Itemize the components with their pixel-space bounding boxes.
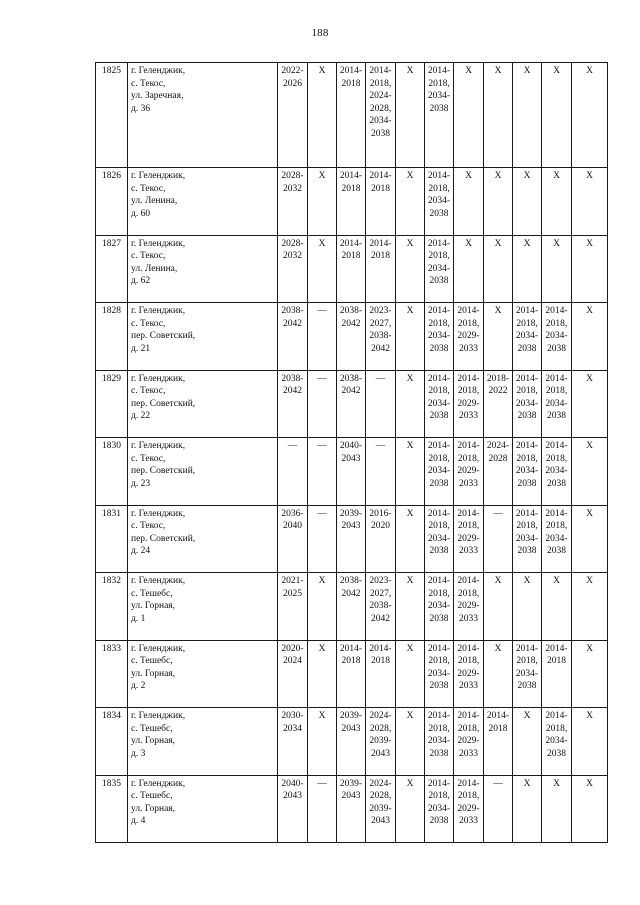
address-line: с. Текос, [131,386,166,397]
table-row [96,775,608,843]
period-cell: Х [396,708,425,776]
period-cell: Х [454,168,484,236]
row-number-cell: 1830 [96,438,128,506]
period-cell: Х [454,235,484,303]
period-cell: Х [572,640,608,708]
period-cell: — [366,438,396,506]
period-cell: 2014- 2018, 2024- 2028, 2034- 2038 [366,63,396,168]
period-cell: 2014- 2018 [366,235,396,303]
period-cell: 2040- 2043 [278,775,308,843]
period-cell: 2014- 2018 [366,640,396,708]
row-number-cell: 1827 [96,235,128,303]
address-cell [128,168,278,236]
row-number-cell: 1833 [96,640,128,708]
address-line: с. Текос, [131,453,166,464]
address-line: г. Геленджик, [131,373,186,384]
period-cell: 2014- 2018, 2034- 2038 [425,573,454,641]
address-line: д. 4 [131,816,146,827]
period-cell: 2014- 2018, 2034- 2038 [425,63,454,168]
row-number-cell: 1826 [96,168,128,236]
row-number-cell: 1828 [96,303,128,371]
period-cell: 2014- 2018 [366,168,396,236]
address-line: д. 36 [131,103,151,114]
row-number-cell: 1834 [96,708,128,776]
period-cell: 2014- 2018 [337,235,366,303]
period-cell: Х [484,63,513,168]
address-line: д. 21 [131,343,151,354]
period-cell: Х [542,573,572,641]
schedule-table-body [96,63,608,843]
address-line: ул. Горная, [131,668,176,679]
period-cell: 2024- 2028 [484,438,513,506]
period-cell: 2014- 2018, 2034- 2038 [425,775,454,843]
period-cell: Х [572,370,608,438]
period-cell: Х [308,235,337,303]
address-cell [128,63,278,168]
table-row [96,438,608,506]
address-cell [128,640,278,708]
address-line: ул. Ленина, [131,196,178,207]
address-line: с. Текос, [131,78,166,89]
table-row [96,63,608,168]
period-cell: Х [572,438,608,506]
period-cell: 2014- 2018, 2034- 2038 [425,505,454,573]
row-number-cell: 1831 [96,505,128,573]
period-cell: 2024- 2028, 2039- 2043 [366,775,396,843]
period-cell: 2023- 2027, 2038- 2042 [366,573,396,641]
schedule-table [95,62,608,843]
address-line: с. Текос, [131,251,166,262]
period-cell: 2014- 2018 [484,708,513,776]
period-cell: Х [396,573,425,641]
period-cell: Х [454,63,484,168]
period-cell: 2038- 2042 [278,303,308,371]
period-cell: 2014- 2018, 2029- 2033 [454,438,484,506]
period-cell: Х [396,303,425,371]
period-cell: 2021- 2025 [278,573,308,641]
period-cell: Х [572,573,608,641]
period-cell: 2014- 2018 [542,640,572,708]
period-cell: Х [308,63,337,168]
address-line: д. 23 [131,478,151,489]
address-line: пер. Советский, [131,398,196,409]
address-line: г. Геленджик, [131,171,186,181]
address-line: с. Тешебс, [131,588,173,599]
period-cell: Х [542,63,572,168]
period-cell: 2014- 2018, 2029- 2033 [454,505,484,573]
period-cell: 2040- 2043 [337,438,366,506]
period-cell: 2014- 2018, 2034- 2038 [425,235,454,303]
period-cell: — [308,438,337,506]
period-cell: 2014- 2018, 2029- 2033 [454,640,484,708]
address-line: д. 62 [131,276,151,287]
address-line: ул. Горная, [131,803,176,814]
period-cell: 2030- 2034 [278,708,308,776]
row-number-cell: 1825 [96,63,128,168]
table-row [96,640,608,708]
page-number: 188 [311,27,329,39]
period-cell: 2038- 2042 [278,370,308,438]
period-cell: 2014- 2018, 2034- 2038 [425,168,454,236]
period-cell: Х [308,708,337,776]
address-cell [128,235,278,303]
period-cell: 2014- 2018, 2034- 2038 [513,303,542,371]
period-cell: 2024- 2028, 2039- 2043 [366,708,396,776]
address-line: с. Тешебс, [131,656,173,667]
period-cell: 2038- 2042 [337,303,366,371]
address-line: д. 24 [131,546,151,557]
address-line: пер. Советский, [131,331,196,342]
period-cell: Х [396,168,425,236]
period-cell: Х [572,303,608,371]
period-cell: 2018- 2022 [484,370,513,438]
period-cell: 2038- 2042 [337,370,366,438]
period-cell: Х [513,63,542,168]
address-line: г. Геленджик, [131,306,186,316]
period-cell: 2014- 2018, 2034- 2038 [425,303,454,371]
address-line: г. Геленджик, [131,643,186,654]
address-line: г. Геленджик, [131,66,186,76]
address-line: г. Геленджик, [131,778,186,789]
address-line: с. Тешебс, [131,791,173,802]
period-cell: Х [484,235,513,303]
period-cell: Х [572,235,608,303]
address-cell [128,505,278,573]
period-cell: Х [572,505,608,573]
address-line: д. 2 [131,681,146,692]
period-cell: Х [572,775,608,843]
table-row [96,505,608,573]
period-cell: Х [513,775,542,843]
address-line: ул. Заречная, [131,91,184,102]
address-line: с. Текос, [131,318,166,329]
period-cell: Х [513,168,542,236]
period-cell: — [308,370,337,438]
period-cell: Х [396,505,425,573]
address-line: с. Текос, [131,521,166,532]
table-row [96,573,608,641]
period-cell: 2014- 2018, 2034- 2038 [425,438,454,506]
period-cell: 2014- 2018, 2034- 2038 [425,370,454,438]
period-cell: — [308,775,337,843]
period-cell: Х [308,168,337,236]
period-cell: Х [396,775,425,843]
period-cell: 2014- 2018, 2029- 2033 [454,708,484,776]
address-line: г. Геленджик, [131,576,186,586]
table-row [96,235,608,303]
period-cell: Х [484,640,513,708]
period-cell: Х [396,235,425,303]
table-row [96,370,608,438]
period-cell: 2014- 2018, 2034- 2038 [542,370,572,438]
row-number-cell: 1832 [96,573,128,641]
address-cell [128,708,278,776]
period-cell: Х [542,775,572,843]
period-cell: 2014- 2018 [337,640,366,708]
period-cell: 2014- 2018, 2029- 2033 [454,370,484,438]
period-cell: 2022- 2026 [278,63,308,168]
period-cell: Х [513,708,542,776]
period-cell: 2014- 2018 [337,168,366,236]
address-line: с. Текос, [131,183,166,194]
address-line: г. Геленджик, [131,711,186,721]
period-cell: — [308,303,337,371]
period-cell: Х [513,573,542,641]
period-cell: 2014- 2018, 2034- 2038 [513,640,542,708]
period-cell: 2014- 2018, 2029- 2033 [454,573,484,641]
period-cell: 2014- 2018, 2034- 2038 [542,505,572,573]
period-cell: 2038- 2042 [337,573,366,641]
period-cell: 2014- 2018, 2029- 2033 [454,775,484,843]
period-cell: Х [484,168,513,236]
period-cell: 2014- 2018, 2034- 2038 [513,438,542,506]
address-line: д. 1 [131,613,146,624]
period-cell: 2028- 2032 [278,235,308,303]
period-cell: 2039- 2043 [337,708,366,776]
period-cell: 2028- 2032 [278,168,308,236]
period-cell: Х [396,370,425,438]
period-cell: Х [572,63,608,168]
period-cell: Х [484,573,513,641]
period-cell: 2014- 2018, 2034- 2038 [542,708,572,776]
address-line: ул. Горная, [131,601,176,612]
address-cell [128,775,278,843]
period-cell: 2014- 2018 [337,63,366,168]
period-cell: 2016- 2020 [366,505,396,573]
address-line: пер. Советский, [131,466,196,477]
address-cell [128,303,278,371]
address-cell [128,438,278,506]
address-cell [128,370,278,438]
address-line: г. Геленджик, [131,441,186,451]
period-cell: 2036- 2040 [278,505,308,573]
address-line: г. Геленджик, [131,508,186,519]
address-line: ул. Ленина, [131,263,178,274]
address-line: д. 60 [131,208,151,219]
period-cell: 2020- 2024 [278,640,308,708]
period-cell: — [484,505,513,573]
address-line: г. Геленджик, [131,238,186,249]
period-cell: 2014- 2018, 2034- 2038 [425,640,454,708]
address-cell [128,573,278,641]
table-row [96,168,608,236]
period-cell: 2039- 2043 [337,775,366,843]
period-cell: 2039- 2043 [337,505,366,573]
period-cell: 2014- 2018, 2029- 2033 [454,303,484,371]
row-number-cell: 1829 [96,370,128,438]
period-cell: Х [308,573,337,641]
address-line: д. 3 [131,748,146,759]
period-cell: 2023- 2027, 2038- 2042 [366,303,396,371]
period-cell: 2014- 2018, 2034- 2038 [513,370,542,438]
address-line: с. Тешебс, [131,723,173,734]
period-cell: Х [308,640,337,708]
period-cell: Х [542,235,572,303]
period-cell: 2014- 2018, 2034- 2038 [425,708,454,776]
table-row [96,303,608,371]
period-cell: Х [542,168,572,236]
period-cell: — [366,370,396,438]
table-row [96,708,608,776]
address-line: ул. Горная, [131,736,176,747]
period-cell: 2014- 2018, 2034- 2038 [513,505,542,573]
period-cell: 2014- 2018, 2034- 2038 [542,438,572,506]
period-cell: Х [484,303,513,371]
period-cell: Х [572,708,608,776]
row-number-cell: 1835 [96,775,128,843]
address-line: д. 22 [131,411,151,422]
period-cell: — [308,505,337,573]
period-cell: Х [572,168,608,236]
period-cell: 2014- 2018, 2034- 2038 [542,303,572,371]
period-cell: Х [396,640,425,708]
period-cell: Х [513,235,542,303]
period-cell: Х [396,63,425,168]
period-cell: — [484,775,513,843]
address-line: пер. Советский, [131,533,196,544]
period-cell: — [278,438,308,506]
period-cell: Х [396,438,425,506]
